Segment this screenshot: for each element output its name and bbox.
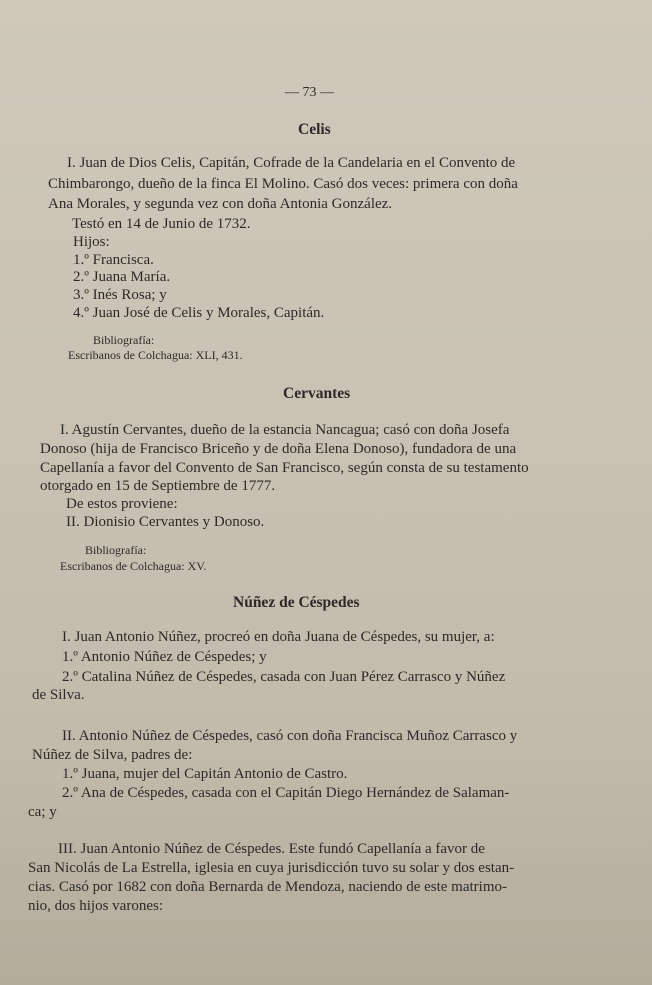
text-line: ca; y xyxy=(28,804,57,820)
text-line: I. Juan Antonio Núñez, procreó en doña Juana de Céspedes, su mujer, a: xyxy=(62,629,495,645)
page-number: — 73 — xyxy=(285,85,334,100)
text-line: III. Juan Antonio Núñez de Céspedes. Este fundó Capellanía a favor de xyxy=(58,841,485,857)
text-line: de Silva. xyxy=(32,687,85,703)
text-line: 1.º Antonio Núñez de Céspedes; y xyxy=(62,649,267,665)
bibliography-entry: Escribanos de Colchagua: XLI, 431. xyxy=(68,348,243,362)
text-line: I. Agustín Cervantes, dueño de la estancia Nancagua; casó con doña Josefa xyxy=(60,422,510,438)
text-line: 4.º Juan José de Celis y Morales, Capitán. xyxy=(73,305,325,321)
text-line: nio, dos hijos varones: xyxy=(28,898,163,914)
bibliography-entry: Escribanos de Colchagua: XV. xyxy=(60,559,207,573)
text-line: 3.º Inés Rosa; y xyxy=(73,287,167,303)
text-line: Testó en 14 de Junio de 1732. xyxy=(72,216,251,232)
text-line: 1.º Juana, mujer del Capitán Antonio de Castro. xyxy=(62,766,348,782)
text-line: 1.º Francisca. xyxy=(73,252,154,268)
text-line: Hijos: xyxy=(73,234,110,250)
text-line: Núñez de Silva, padres de: xyxy=(32,747,193,763)
text-line: II. Antonio Núñez de Céspedes, casó con doña Francisca Muñoz Carrasco y xyxy=(62,728,518,744)
bibliography-label: Bibliografía: xyxy=(93,333,155,347)
section-heading-celis: Celis xyxy=(298,121,331,138)
text-line: otorgado en 15 de Septiembre de 1777. xyxy=(40,478,276,494)
text-line: 2.º Juana María. xyxy=(73,269,171,285)
text-line: 2.º Ana de Céspedes, casada con el Capitán Diego Hernández de Salaman- xyxy=(62,785,510,801)
text-line: II. Dionisio Cervantes y Donoso. xyxy=(66,514,265,530)
text-line: I. Juan de Dios Celis, Capitán, Cofrade de la Candelaria en el Convento de xyxy=(67,155,516,171)
text-line: Donoso (hija de Francisco Briceño y de doña Elena Donoso), fundadora de una xyxy=(40,441,517,457)
text-line: 2.º Catalina Núñez de Céspedes, casada con Juan Pérez Carrasco y Núñez xyxy=(62,669,506,685)
bibliography-label: Bibliografía: xyxy=(85,543,147,557)
section-heading-cervantes: Cervantes xyxy=(283,385,351,402)
text-line: Ana Morales, y segunda vez con doña Antonia González. xyxy=(48,196,393,212)
text-line: cias. Casó por 1682 con doña Bernarda de Mendoza, naciendo de este matrimo- xyxy=(28,879,508,895)
text-line: De estos proviene: xyxy=(66,496,178,512)
section-heading-nunez-de-cespedes: Núñez de Céspedes xyxy=(233,594,360,611)
text-line: Capellanía a favor del Convento de San Francisco, según consta de su testamento xyxy=(40,460,529,476)
text-line: San Nicolás de La Estrella, iglesia en cuya jurisdicción tuvo su solar y dos estan- xyxy=(28,860,515,876)
text-line: Chimbarongo, dueño de la finca El Molino. Casó dos veces: primera con doña xyxy=(48,176,518,192)
